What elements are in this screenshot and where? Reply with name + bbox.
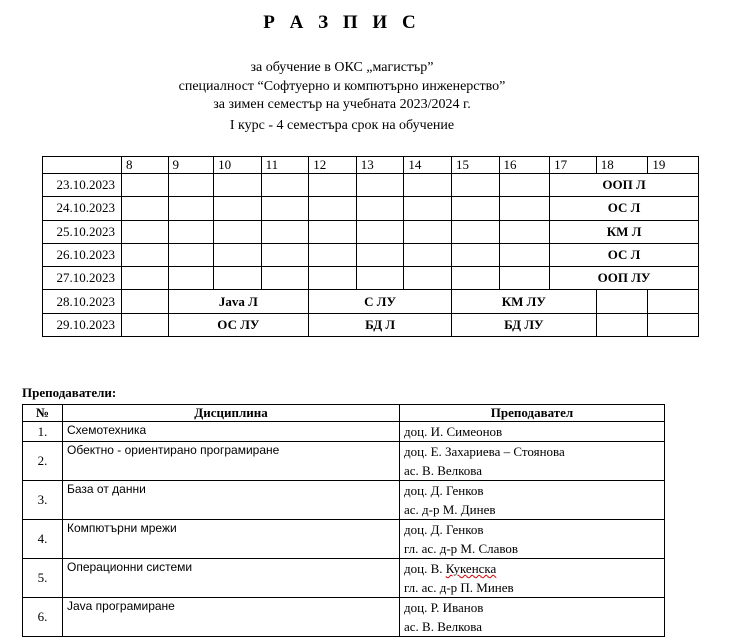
row-number: 2.	[23, 442, 63, 481]
teacher-row	[23, 598, 665, 637]
row-number: 4.	[23, 520, 63, 559]
teacher-name	[404, 559, 664, 578]
class-cell: Java Л	[168, 290, 309, 313]
hour-header: 18	[596, 157, 648, 174]
teacher-cell	[400, 481, 665, 520]
subtitle-line-1: за обучение в ОКС „магистър”	[250, 60, 434, 75]
date-cell: 24.10.2023	[43, 197, 122, 220]
hour-header: 16	[499, 157, 550, 174]
row-number: 3.	[23, 481, 63, 520]
date-cell: 29.10.2023	[43, 313, 122, 336]
hour-header: 12	[309, 157, 357, 174]
class-cell: КМ Л	[550, 220, 699, 243]
spellcheck-underlined-name: Кукенска	[445, 561, 497, 576]
class-cell: БД ЛУ	[451, 313, 596, 336]
discipline-name: Операционни системи	[63, 559, 400, 598]
number-column-header: №	[23, 405, 63, 422]
teacher-name: ас. д-р М. Динев	[404, 502, 496, 517]
discipline-name: Компютърни мрежи	[63, 520, 400, 559]
class-cell: ООП Л	[550, 174, 699, 197]
teacher-row	[23, 481, 665, 520]
subtitle-line-3: за зимен семестър на учебната 2023/2024 г.	[213, 97, 471, 112]
class-cell: ОС ЛУ	[168, 313, 309, 336]
teacher-column-header: Преподавател	[400, 405, 665, 422]
teachers-table	[22, 404, 665, 637]
teacher-name: доц. Р. Иванов	[404, 600, 484, 615]
schedule-row	[43, 220, 699, 243]
schedule-row	[43, 313, 699, 336]
schedule-table	[42, 156, 699, 337]
class-cell: БД Л	[309, 313, 452, 336]
teacher-row	[23, 520, 665, 559]
teacher-row	[23, 559, 665, 598]
schedule-row	[43, 197, 699, 220]
class-cell: ООП ЛУ	[550, 267, 699, 290]
hour-header: 15	[451, 157, 499, 174]
row-number: 1.	[23, 422, 63, 442]
page-title: Р А З П И С	[263, 12, 421, 33]
schedule-header-row	[43, 157, 699, 174]
discipline-name: Обектно - ориентирано програмиране	[63, 442, 400, 481]
hour-header: 13	[356, 157, 404, 174]
date-cell: 23.10.2023	[43, 174, 122, 197]
teacher-name: доц. Е. Захариева – Стоянова	[404, 444, 565, 459]
schedule-row	[43, 290, 699, 313]
class-cell: ОС Л	[550, 197, 699, 220]
discipline-column-header: Дисциплина	[63, 405, 400, 422]
class-cell: ОС Л	[550, 243, 699, 266]
teacher-name: доц. Д. Генков	[404, 483, 484, 498]
hour-header: 17	[550, 157, 597, 174]
row-number: 6.	[23, 598, 63, 637]
hour-header: 9	[168, 157, 214, 174]
teachers-header-row	[23, 405, 665, 422]
teacher-name: ас. В. Велкова	[404, 463, 483, 478]
date-cell: 26.10.2023	[43, 243, 122, 266]
teacher-name: гл. ас. д-р П. Минев	[404, 580, 514, 595]
class-cell: С ЛУ	[309, 290, 452, 313]
corner-cell	[43, 157, 122, 174]
discipline-name: Схемотехника	[63, 422, 400, 442]
teacher-name: доц. Д. Генков	[404, 522, 484, 537]
teacher-cell	[400, 559, 665, 598]
schedule-row	[43, 267, 699, 290]
teacher-row	[23, 422, 665, 442]
date-cell: 27.10.2023	[43, 267, 122, 290]
discipline-name: Java програмиране	[63, 598, 400, 637]
teacher-name: ас. В. Велкова	[404, 619, 483, 634]
teachers-heading: Преподаватели:	[22, 385, 117, 400]
teacher-name: гл. ас. д-р М. Славов	[404, 541, 519, 556]
hour-header: 14	[404, 157, 452, 174]
teacher-cell	[400, 442, 665, 481]
teacher-row	[23, 442, 665, 481]
teacher-cell	[400, 422, 665, 442]
schedule-row	[43, 174, 699, 197]
hour-header: 8	[121, 157, 168, 174]
discipline-name: База от данни	[63, 481, 400, 520]
teacher-name: доц. И. Симеонов	[404, 424, 503, 439]
schedule-row	[43, 243, 699, 266]
teacher-title: доц. В.	[404, 561, 446, 576]
date-cell: 25.10.2023	[43, 220, 122, 243]
hour-header: 11	[261, 157, 309, 174]
class-cell: КМ ЛУ	[451, 290, 596, 313]
hour-header: 10	[214, 157, 262, 174]
teacher-cell	[400, 598, 665, 637]
subtitle-line-4: I курс - 4 семестъра срок на обучение	[229, 118, 455, 133]
date-cell: 28.10.2023	[43, 290, 122, 313]
row-number: 5.	[23, 559, 63, 598]
subtitle-line-2: специалност “Софтуерно и компютърно инженерство”	[178, 79, 506, 94]
teacher-cell	[400, 520, 665, 559]
hour-header: 19	[648, 157, 699, 174]
